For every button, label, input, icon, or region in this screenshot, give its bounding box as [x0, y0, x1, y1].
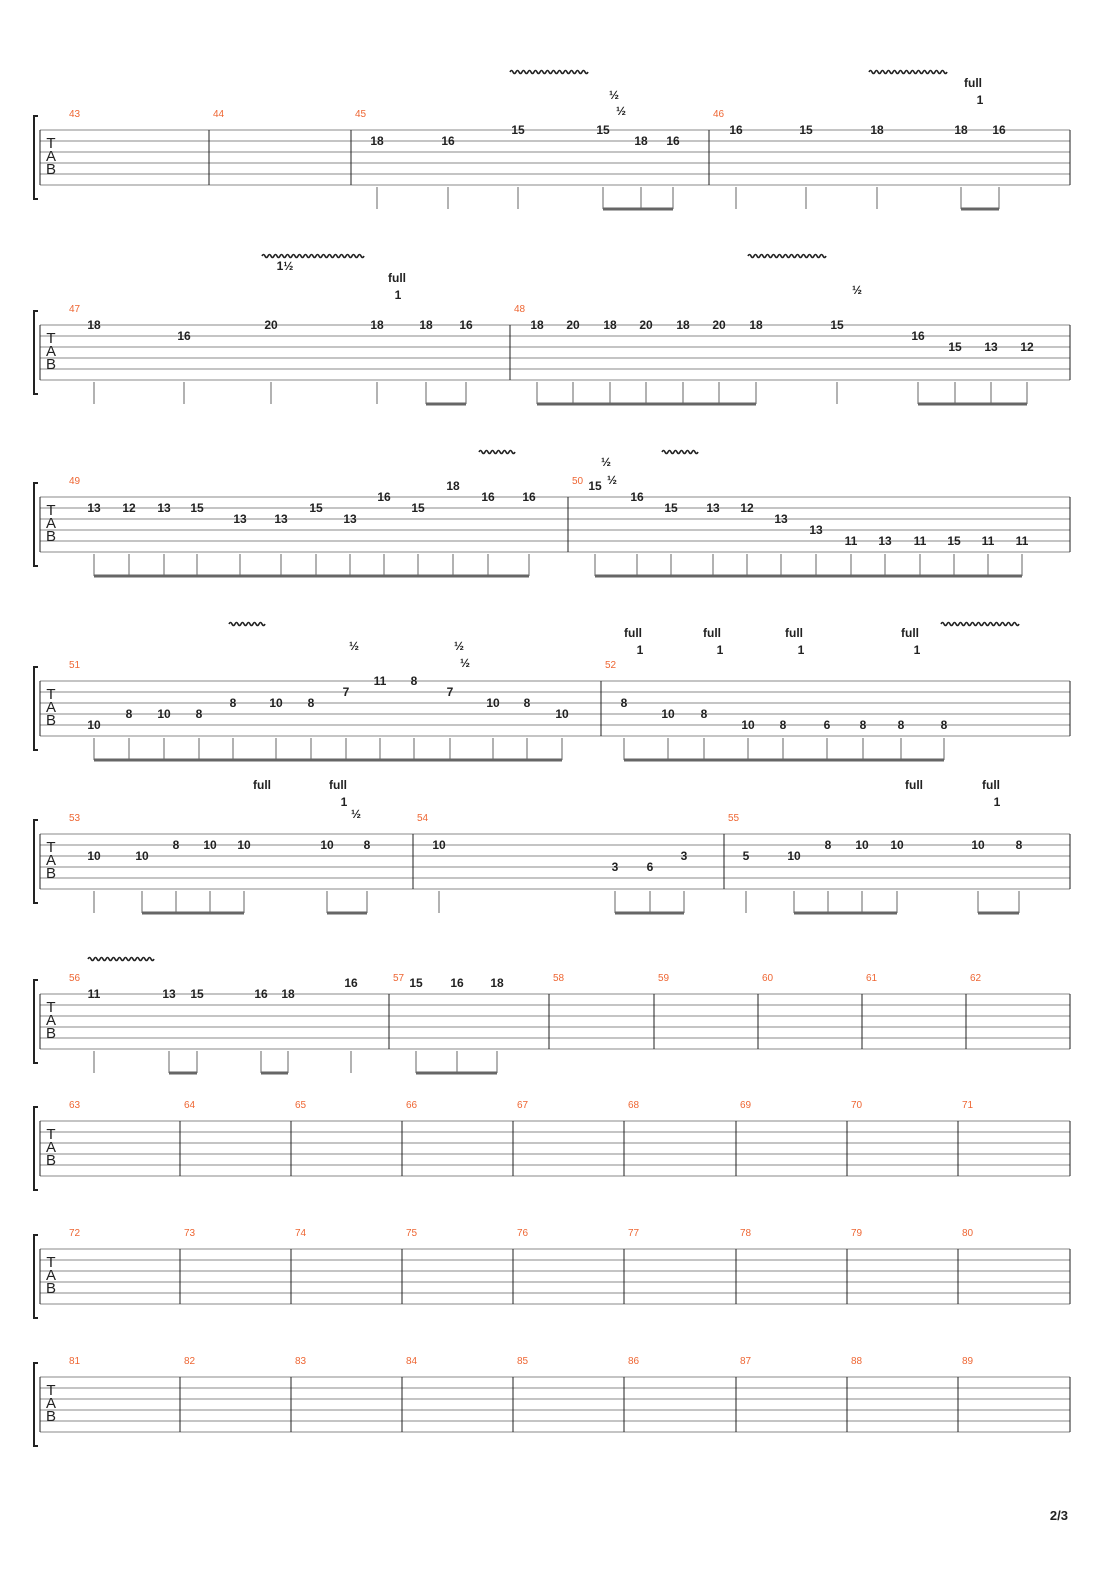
- fret-number: 18: [281, 987, 295, 1001]
- measure-number: 89: [962, 1356, 974, 1367]
- vibrato-mark: [262, 255, 364, 258]
- fret-number: 8: [410, 674, 418, 688]
- fret-number: 15: [309, 501, 323, 515]
- fret-number: 13: [706, 501, 720, 515]
- fret-number: 15: [190, 501, 204, 515]
- fret-number: 8: [940, 718, 948, 732]
- fret-number: 10: [157, 707, 171, 721]
- fret-number: 15: [830, 318, 844, 332]
- bend-annotation: ½: [350, 807, 362, 821]
- fret-number: 18: [603, 318, 617, 332]
- measure-number: 57: [393, 973, 405, 984]
- measure-number: 87: [740, 1356, 752, 1367]
- fret-number: 18: [634, 134, 648, 148]
- fret-number: 10: [203, 838, 217, 852]
- fret-number: 8: [307, 696, 315, 710]
- measure-number: 64: [184, 1100, 196, 1111]
- system-bracket: [34, 1107, 38, 1190]
- fret-number: 8: [125, 707, 133, 721]
- measure-number: 69: [740, 1100, 752, 1111]
- tab-clef-letter: A: [45, 1267, 57, 1284]
- fret-number: 16: [459, 318, 473, 332]
- fret-number: 15: [511, 123, 525, 137]
- tab-clef-letter: B: [45, 712, 57, 729]
- tab-clef-letter: T: [46, 502, 56, 519]
- fret-number: 16: [522, 490, 536, 504]
- fret-number: 8: [859, 718, 867, 732]
- measure-number: 68: [628, 1100, 640, 1111]
- fret-number: 15: [947, 534, 961, 548]
- tab-clef-letter: T: [46, 999, 56, 1016]
- fret-number: 11: [913, 534, 927, 548]
- fret-number: 18: [370, 134, 384, 148]
- measure-number: 79: [851, 1228, 863, 1239]
- tab-clef-letter: B: [45, 1025, 57, 1042]
- fret-number: 5: [742, 849, 750, 863]
- measure-number: 43: [69, 109, 81, 120]
- page-number: 2/3: [1049, 1508, 1068, 1523]
- system-bracket: [34, 311, 38, 394]
- tab-clef-letter: A: [45, 1012, 57, 1029]
- fret-number: 10: [135, 849, 149, 863]
- tab-clef-letter: B: [45, 161, 57, 178]
- measure-number: 53: [69, 813, 81, 824]
- fret-number: 18: [954, 123, 968, 137]
- measure-number: 46: [713, 109, 725, 120]
- bend-annotation: 1½: [276, 259, 294, 273]
- measure-number: 76: [517, 1228, 529, 1239]
- fret-number: 15: [190, 987, 204, 1001]
- tab-clef-letter: A: [45, 515, 57, 532]
- fret-number: 16: [666, 134, 680, 148]
- bend-annotation: full: [905, 778, 923, 792]
- fret-number: 7: [446, 685, 454, 699]
- vibrato-mark: [941, 623, 1019, 626]
- tab-system: [34, 71, 1070, 210]
- measure-number: 72: [69, 1228, 81, 1239]
- fret-number: 20: [639, 318, 653, 332]
- bend-annotation: ½: [600, 455, 612, 469]
- measure-number: 45: [355, 109, 367, 120]
- fret-number: 10: [555, 707, 569, 721]
- bend-annotation: 1: [716, 643, 724, 657]
- fret-number: 13: [343, 512, 357, 526]
- bend-annotation: full: [624, 626, 642, 640]
- bend-annotation: full: [703, 626, 721, 640]
- bend-annotation: ½: [459, 656, 471, 670]
- bend-annotation: 1: [394, 288, 402, 302]
- bend-annotation: 1: [913, 643, 921, 657]
- fret-number: 18: [490, 976, 504, 990]
- fret-number: 16: [729, 123, 743, 137]
- vibrato-mark: [229, 623, 265, 626]
- fret-number: 15: [596, 123, 610, 137]
- bend-annotation: ½: [615, 104, 627, 118]
- tab-clef-letter: A: [45, 1139, 57, 1156]
- fret-number: 20: [566, 318, 580, 332]
- fret-number: 10: [661, 707, 675, 721]
- fret-number: 16: [630, 490, 644, 504]
- tab-clef-letter: B: [45, 1152, 57, 1169]
- measure-number: 44: [213, 109, 225, 120]
- measure-number: 48: [514, 304, 526, 315]
- fret-number: 10: [320, 838, 334, 852]
- fret-number: 13: [233, 512, 247, 526]
- tab-clef-letter: T: [46, 330, 56, 347]
- tab-system: [34, 623, 1070, 761]
- fret-number: 16: [441, 134, 455, 148]
- measure-number: 83: [295, 1356, 307, 1367]
- bend-annotation: full: [901, 626, 919, 640]
- bend-annotation: 1: [797, 643, 805, 657]
- measure-number: 50: [572, 476, 584, 487]
- measure-number: 49: [69, 476, 81, 487]
- fret-number: 16: [450, 976, 464, 990]
- fret-number: 10: [269, 696, 283, 710]
- tab-clef-letter: B: [45, 865, 57, 882]
- fret-number: 13: [87, 501, 101, 515]
- tab-clef-letter: T: [46, 1126, 56, 1143]
- fret-number: 13: [157, 501, 171, 515]
- fret-number: 8: [824, 838, 832, 852]
- fret-number: 10: [787, 849, 801, 863]
- measure-number: 84: [406, 1356, 418, 1367]
- fret-number: 18: [446, 479, 460, 493]
- vibrato-mark: [662, 451, 698, 454]
- bend-annotation: 1: [340, 795, 348, 809]
- bend-annotation: ½: [608, 88, 620, 102]
- fret-number: 18: [530, 318, 544, 332]
- measure-number: 73: [184, 1228, 196, 1239]
- fret-number: 18: [676, 318, 690, 332]
- fret-number: 8: [1015, 838, 1023, 852]
- vibrato-mark: [869, 71, 947, 74]
- tab-clef-letter: B: [45, 1408, 57, 1425]
- fret-number: 8: [363, 838, 371, 852]
- tab-clef-letter: T: [46, 686, 56, 703]
- bend-annotation: full: [982, 778, 1000, 792]
- bend-annotation: ½: [453, 639, 465, 653]
- fret-number: 18: [370, 318, 384, 332]
- fret-number: 12: [1020, 340, 1034, 354]
- fret-number: 10: [237, 838, 251, 852]
- fret-number: 15: [948, 340, 962, 354]
- fret-number: 8: [700, 707, 708, 721]
- measure-number: 85: [517, 1356, 529, 1367]
- measure-number: 60: [762, 973, 774, 984]
- fret-number: 8: [897, 718, 905, 732]
- tab-clef-letter: B: [45, 1280, 57, 1297]
- measure-number: 75: [406, 1228, 418, 1239]
- tab-clef-letter: A: [45, 852, 57, 869]
- tab-system: [34, 958, 1070, 1074]
- fret-number: 10: [87, 849, 101, 863]
- fret-number: 6: [646, 860, 654, 874]
- fret-number: 8: [620, 696, 628, 710]
- fret-number: 6: [823, 718, 831, 732]
- fret-number: 16: [177, 329, 191, 343]
- tab-clef-letter: T: [46, 135, 56, 152]
- bend-annotation: 1: [636, 643, 644, 657]
- fret-number: 15: [799, 123, 813, 137]
- fret-number: 10: [486, 696, 500, 710]
- fret-number: 16: [992, 123, 1006, 137]
- fret-number: 8: [195, 707, 203, 721]
- tab-clef-letter: T: [46, 1382, 56, 1399]
- measure-number: 71: [962, 1100, 974, 1111]
- measure-number: 78: [740, 1228, 752, 1239]
- fret-number: 10: [741, 718, 755, 732]
- fret-number: 11: [87, 987, 101, 1001]
- bend-annotation: 1: [976, 93, 984, 107]
- measure-number: 52: [605, 660, 617, 671]
- fret-number: 20: [264, 318, 278, 332]
- measure-number: 67: [517, 1100, 529, 1111]
- measure-number: 63: [69, 1100, 81, 1111]
- fret-number: 8: [229, 696, 237, 710]
- bend-annotation: ½: [606, 473, 618, 487]
- fret-number: 16: [377, 490, 391, 504]
- vibrato-mark: [748, 255, 826, 258]
- fret-number: 13: [774, 512, 788, 526]
- fret-number: 11: [844, 534, 858, 548]
- fret-number: 16: [481, 490, 495, 504]
- fret-number: 15: [409, 976, 423, 990]
- tab-clef-letter: A: [45, 148, 57, 165]
- measure-number: 88: [851, 1356, 863, 1367]
- fret-number: 15: [411, 501, 425, 515]
- fret-number: 13: [274, 512, 288, 526]
- fret-number: 7: [342, 685, 350, 699]
- fret-number: 11: [981, 534, 995, 548]
- measure-number: 77: [628, 1228, 640, 1239]
- measure-number: 65: [295, 1100, 307, 1111]
- fret-number: 16: [911, 329, 925, 343]
- measure-number: 61: [866, 973, 878, 984]
- fret-number: 10: [971, 838, 985, 852]
- measure-number: 55: [728, 813, 740, 824]
- bend-annotation: ½: [348, 639, 360, 653]
- fret-number: 16: [254, 987, 268, 1001]
- fret-number: 10: [855, 838, 869, 852]
- measure-number: 62: [970, 973, 982, 984]
- tab-clef-letter: T: [46, 1254, 56, 1271]
- system-bracket: [34, 483, 38, 566]
- measure-number: 58: [553, 973, 565, 984]
- fret-number: 18: [749, 318, 763, 332]
- measure-number: 81: [69, 1356, 81, 1367]
- fret-number: 8: [523, 696, 531, 710]
- tab-system: [34, 1100, 1070, 1190]
- vibrato-mark: [510, 71, 588, 74]
- measure-number: 54: [417, 813, 429, 824]
- measure-number: 59: [658, 973, 670, 984]
- measure-number: 80: [962, 1228, 974, 1239]
- bend-annotation: full: [964, 76, 982, 90]
- system-bracket: [34, 667, 38, 750]
- tab-system: [34, 255, 1070, 405]
- tab-clef-letter: A: [45, 699, 57, 716]
- measure-number: 47: [69, 304, 81, 315]
- measure-number: 86: [628, 1356, 640, 1367]
- bend-annotation: full: [388, 271, 406, 285]
- fret-number: 10: [432, 838, 446, 852]
- bend-annotation: full: [785, 626, 803, 640]
- system-bracket: [34, 116, 38, 199]
- bend-annotation: full: [253, 778, 271, 792]
- vibrato-mark: [88, 958, 154, 961]
- fret-number: 13: [878, 534, 892, 548]
- measure-number: 56: [69, 973, 81, 984]
- fret-number: 18: [419, 318, 433, 332]
- fret-number: 18: [87, 318, 101, 332]
- tab-clef-letter: A: [45, 1395, 57, 1412]
- fret-number: 3: [680, 849, 688, 863]
- tab-system: [34, 1356, 1070, 1446]
- fret-number: 10: [87, 718, 101, 732]
- system-bracket: [34, 1363, 38, 1446]
- measure-number: 66: [406, 1100, 418, 1111]
- system-bracket: [34, 1235, 38, 1318]
- tab-system: [34, 451, 1070, 577]
- fret-number: 15: [664, 501, 678, 515]
- fret-number: 12: [122, 501, 136, 515]
- tab-clef-letter: T: [46, 839, 56, 856]
- measure-number: 70: [851, 1100, 863, 1111]
- tab-system: [34, 1228, 1070, 1318]
- bend-annotation: 1: [993, 795, 1001, 809]
- bend-annotation: full: [329, 778, 347, 792]
- fret-number: 12: [740, 501, 754, 515]
- system-bracket: [34, 820, 38, 903]
- bend-annotation: ½: [851, 283, 863, 297]
- fret-number: 3: [611, 860, 619, 874]
- measure-number: 51: [69, 660, 81, 671]
- fret-number: 10: [890, 838, 904, 852]
- fret-number: 16: [344, 976, 358, 990]
- fret-number: 13: [162, 987, 176, 1001]
- fret-number: 8: [779, 718, 787, 732]
- tab-system: [34, 778, 1070, 913]
- system-bracket: [34, 980, 38, 1063]
- fret-number: 15: [588, 479, 602, 493]
- fret-number: 20: [712, 318, 726, 332]
- measure-number: 74: [295, 1228, 307, 1239]
- fret-number: 13: [984, 340, 998, 354]
- fret-number: 11: [1015, 534, 1029, 548]
- fret-number: 11: [373, 674, 387, 688]
- fret-number: 8: [172, 838, 180, 852]
- tab-clef-letter: A: [45, 343, 57, 360]
- tab-clef-letter: B: [45, 528, 57, 545]
- measure-number: 82: [184, 1356, 196, 1367]
- fret-number: 18: [870, 123, 884, 137]
- vibrato-mark: [479, 451, 515, 454]
- tab-clef-letter: B: [45, 356, 57, 373]
- fret-number: 13: [809, 523, 823, 537]
